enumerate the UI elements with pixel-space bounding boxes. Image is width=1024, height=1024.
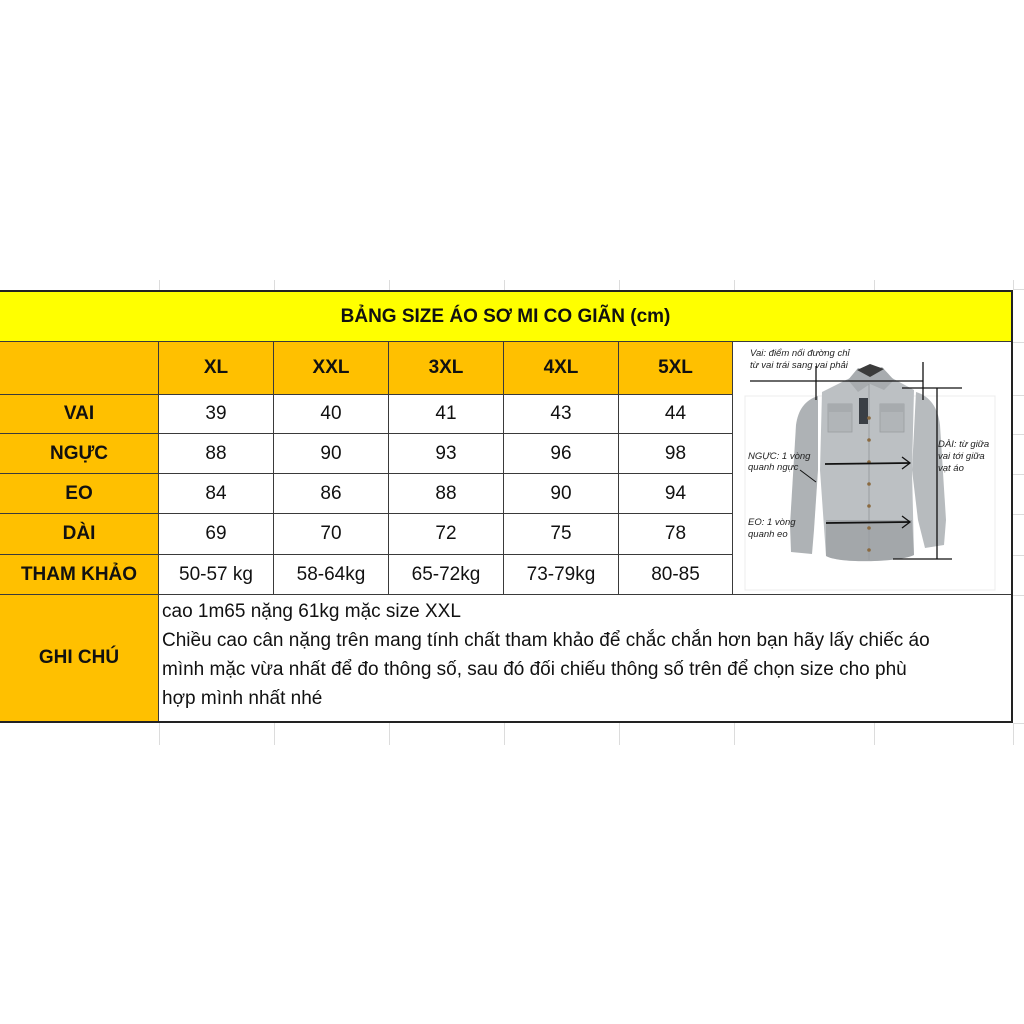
gridline xyxy=(1013,723,1014,745)
gridline xyxy=(874,723,875,745)
table-cell: 90 xyxy=(274,434,389,474)
table-cell: 88 xyxy=(389,474,504,514)
diagram-vai-label-line2: từ vai trái sang vai phải xyxy=(750,360,848,371)
shirt-measurement-image xyxy=(733,342,1011,595)
size-header-xxl: XXL xyxy=(274,342,389,395)
measurement-diagram xyxy=(733,342,1011,595)
table-cell: 78 xyxy=(619,514,733,555)
gridline xyxy=(1013,474,1024,475)
gridline xyxy=(1013,555,1024,556)
diagram-vai-label-line1: Vai: điểm nối đường chỉ xyxy=(750,348,850,359)
notes-line: mình mặc vừa nhất để đo thông số, sau đó đối chiếu thông số trên để chọn size cho phù xyxy=(162,659,907,680)
table-cell: 44 xyxy=(619,395,733,434)
diagram-eo-label-line2: quanh eo xyxy=(748,529,788,540)
gridline xyxy=(1013,289,1024,290)
gridline xyxy=(274,280,275,290)
notes-cell xyxy=(159,595,1011,721)
table-cell: 39 xyxy=(159,395,274,434)
table-cell: 75 xyxy=(504,514,619,555)
diagram-dai-label-line1: DÀI: từ giữa xyxy=(938,439,990,450)
gridline xyxy=(619,280,620,290)
table-cell: 43 xyxy=(504,395,619,434)
table-cell: 90 xyxy=(504,474,619,514)
table-cell: 65-72kg xyxy=(389,555,504,595)
gridline xyxy=(159,723,160,745)
diagram-nguc-label-line2: quanh ngực xyxy=(748,462,799,473)
gridline xyxy=(389,280,390,290)
table-cell: 72 xyxy=(389,514,504,555)
row-label-nguc: NGỰC xyxy=(0,434,159,474)
diagram-dai-label-line3: vạt áo xyxy=(938,463,964,474)
size-header-xl: XL xyxy=(159,342,274,395)
gridline xyxy=(504,280,505,290)
table-cell: 84 xyxy=(159,474,274,514)
gridline xyxy=(504,723,505,745)
header-corner-cell xyxy=(0,342,159,395)
size-header-4xl: 4XL xyxy=(504,342,619,395)
table-cell: 86 xyxy=(274,474,389,514)
gridline xyxy=(1013,723,1024,724)
notes-line: Chiều cao cân nặng trên mang tính chất tham khảo để chắc chắn hơn bạn hãy lấy chiếc áo xyxy=(162,630,930,651)
diagram-dai-label-line2: vai tới giữa xyxy=(938,451,985,462)
size-header-5xl: 5XL xyxy=(619,342,733,395)
table-cell: 58-64kg xyxy=(274,555,389,595)
diagram-eo-label-line1: EO: 1 vòng xyxy=(748,517,796,528)
row-label-dai: DÀI xyxy=(0,514,159,555)
table-cell: 41 xyxy=(389,395,504,434)
gridline xyxy=(874,280,875,290)
table-cell: 88 xyxy=(159,434,274,474)
gridline xyxy=(734,280,735,290)
table-cell: 40 xyxy=(274,395,389,434)
gridline xyxy=(1013,395,1024,396)
table-cell: 70 xyxy=(274,514,389,555)
table-title: BẢNG SIZE ÁO SƠ MI CO GIÃN (cm) xyxy=(0,292,1011,342)
row-label-eo: EO xyxy=(0,474,159,514)
notes-line: hợp mình nhất nhé xyxy=(162,688,323,709)
row-label-vai: VAI xyxy=(0,395,159,434)
row-label-tham-khao: THAM KHẢO xyxy=(0,555,159,595)
table-cell: 69 xyxy=(159,514,274,555)
gridline xyxy=(1013,514,1024,515)
row-label-ghi-chu: GHI CHÚ xyxy=(0,595,159,721)
diagram-nguc-label-line1: NGỰC: 1 vòng xyxy=(748,451,811,462)
gridline xyxy=(1013,595,1024,596)
gridline xyxy=(619,723,620,745)
gridline xyxy=(274,723,275,745)
notes-line: cao 1m65 nặng 61kg mặc size XXL xyxy=(162,601,461,622)
table-cell: 50-57 kg xyxy=(159,555,274,595)
gridline xyxy=(1013,434,1024,435)
size-chart-table xyxy=(0,290,1013,723)
table-cell: 80-85 xyxy=(619,555,733,595)
gridline xyxy=(389,723,390,745)
table-cell: 94 xyxy=(619,474,733,514)
gridline xyxy=(1013,342,1024,343)
gridline xyxy=(159,280,160,290)
size-header-3xl: 3XL xyxy=(389,342,504,395)
table-cell: 73-79kg xyxy=(504,555,619,595)
table-cell: 96 xyxy=(504,434,619,474)
table-cell: 93 xyxy=(389,434,504,474)
gridline xyxy=(734,723,735,745)
table-cell: 98 xyxy=(619,434,733,474)
